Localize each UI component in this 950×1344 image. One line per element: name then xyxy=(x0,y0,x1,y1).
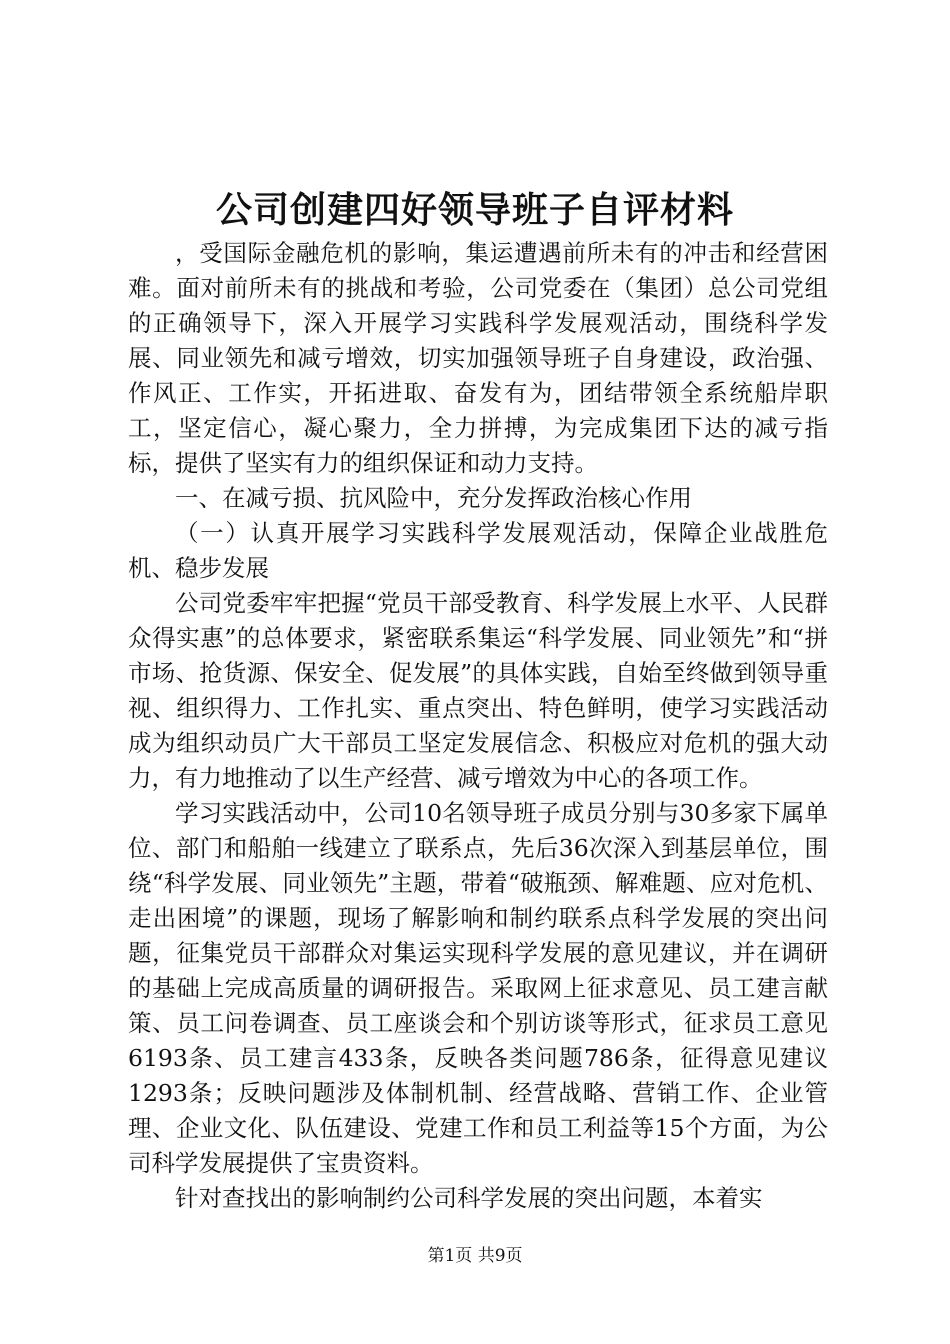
paragraph-party-committee: 公司党委牢牢把握“党员干部受教育、科学发展上水平、人民群众得实惠”的总体要求，紧密联系集运“科学发展、同业领先”和“拼市场、抢货源、保安全、促发展”的具体实践，自始至终做到领导重视、组织得力、工作扎实、重点突出、特色鲜明，使学习实践活动成为组织动员广大干部员工坚定发展信念、积极应对危机的强大动力，有力地推动了以生产经营、减亏增效为中心的各项工作。 xyxy=(128,589,828,792)
subsection-heading-1: （一）认真开展学习实践科学发展观活动，保障企业战胜危机、稳步发展 xyxy=(128,519,828,582)
page-footer: 第1页 共9页 xyxy=(427,1246,523,1266)
section-heading-1: 一、在减亏损、抗风险中，充分发挥政治核心作用 xyxy=(175,484,692,512)
document-body xyxy=(128,236,828,1216)
document-title: 公司创建四好领导班子自评材料 xyxy=(215,189,734,231)
paragraph-intro: ，受国际金融危机的影响，集运遭遇前所未有的冲击和经营困难。面对前所未有的挑战和考验，公司党委在（集团）总公司党组的正确领导下，深入开展学习实践科学发展观活动，围绕科学发展、同业领先和减亏增效，切实加强领导班子自身建设，政治强、作风正、工作实，开拓进取、奋发有为，团结带领全系统船岸职工，坚定信心，凝心聚力，全力拼搏，为完成集团下达的减亏指标，提供了坚实有力的组织保证和动力支持。 xyxy=(128,239,828,477)
paragraph-practice-activity: 学习实践活动中，公司10名领导班子成员分别与30多家下属单位、部门和船舶一线建立了联系点，先后36次深入到基层单位，围绕“科学发展、同业领先”主题，带着“破瓶颈、解难题、应对危机、走出困境”的课题，现场了解影响和制约联系点科学发展的突出问题，征集党员干部群众对集运实现科学发展的意见建议，并在调研的基础上完成高质量的调研报告。采取网上征求意见、员工建言献策、员工问卷调查、员工座谈会和个别访谈等形式，征求员工意见6193条、员工建言433条，反映各类问题786条，征得意见建议1293条；反映问题涉及体制机制、经营战略、营销工作、企业管理、企业文化、队伍建设、党建工作和员工利益等15个方面，为公司科学发展提供了宝贵资料。 xyxy=(128,799,828,1177)
paragraph-continued: 针对查找出的影响制约公司科学发展的突出问题，本着实 xyxy=(175,1184,763,1212)
